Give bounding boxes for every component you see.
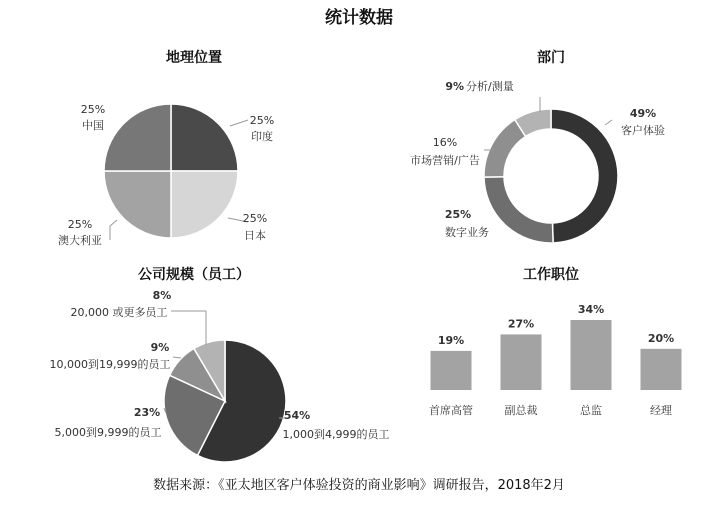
category-label: 市场营销/广告 xyxy=(410,154,480,167)
category-label: 中国 xyxy=(82,119,104,132)
chart-job-title xyxy=(429,266,682,417)
pct-label: 54% xyxy=(283,409,311,422)
bar-category-label: 首席高管 xyxy=(429,404,473,417)
category-label: 日本 xyxy=(244,229,266,242)
category-label: 10,000到19,999的员工 xyxy=(49,358,171,371)
leader-line xyxy=(605,120,612,125)
pct-label: 25% xyxy=(80,103,106,116)
pie-slice-4 xyxy=(104,104,171,171)
donut-slice-2 xyxy=(484,177,553,243)
source-note: 数据来源：《亚太地区客户体验投资的商业影响》调研报告，2018年2月 xyxy=(153,478,565,493)
chart-geography xyxy=(58,49,274,247)
donut-slice-1 xyxy=(551,109,618,243)
leader-line xyxy=(110,220,117,240)
bar-category-label: 副总裁 xyxy=(504,404,538,417)
bar-value-label: 34% xyxy=(577,303,605,316)
leader-line xyxy=(173,357,181,358)
category-label: 分析/测量 xyxy=(466,80,514,93)
pct-label: 25% xyxy=(444,208,472,221)
bar-value-label: 20% xyxy=(647,331,675,345)
bar-1 xyxy=(431,351,472,390)
chart-company-size xyxy=(50,266,390,462)
category-label: 5,000到9,999的员工 xyxy=(54,426,162,439)
category-label: 印度 xyxy=(251,130,273,143)
pct-label: 9% xyxy=(150,341,170,354)
pct-label: 49% xyxy=(629,107,657,120)
pct-label: 8% xyxy=(152,289,172,302)
bar-4 xyxy=(641,349,682,390)
pct-label: 23% xyxy=(133,406,161,419)
leader-line xyxy=(230,120,248,126)
pct-label: 16% xyxy=(432,136,458,149)
pct-label: 25% xyxy=(67,218,93,231)
page-title: 统计数据 xyxy=(325,8,393,28)
category-label: 1,000到4,999的员工 xyxy=(282,428,390,441)
pct-label: 9% xyxy=(445,80,464,93)
bar-3 xyxy=(571,320,612,390)
bar-category-label: 经理 xyxy=(650,404,672,417)
category-label: 澳大利亚 xyxy=(58,234,102,247)
category-label: 客户体验 xyxy=(621,124,665,137)
bar-category-label: 总监 xyxy=(580,404,602,417)
pie-slice-2 xyxy=(171,171,238,238)
chart-title-company-size: 公司规模（员工） xyxy=(138,267,250,283)
chart-title-job-title: 工作职位 xyxy=(523,267,579,283)
chart-title-geography: 地理位置 xyxy=(166,50,222,66)
leader-line xyxy=(171,311,206,345)
bar-value-label: 27% xyxy=(507,317,535,331)
category-label: 数字业务 xyxy=(445,226,489,239)
pct-label: 25% xyxy=(249,114,275,127)
bar-value-label: 19% xyxy=(437,333,465,347)
pie-slice-1 xyxy=(171,104,238,171)
chart-title-department: 部门 xyxy=(537,50,565,66)
bar-2 xyxy=(501,334,542,390)
chart-department xyxy=(410,49,665,243)
pct-label: 25% xyxy=(242,212,268,225)
donut-slice-3 xyxy=(484,120,526,177)
pie-slice-3 xyxy=(104,171,171,238)
category-label: 20,000 或更多员工 xyxy=(70,306,168,319)
